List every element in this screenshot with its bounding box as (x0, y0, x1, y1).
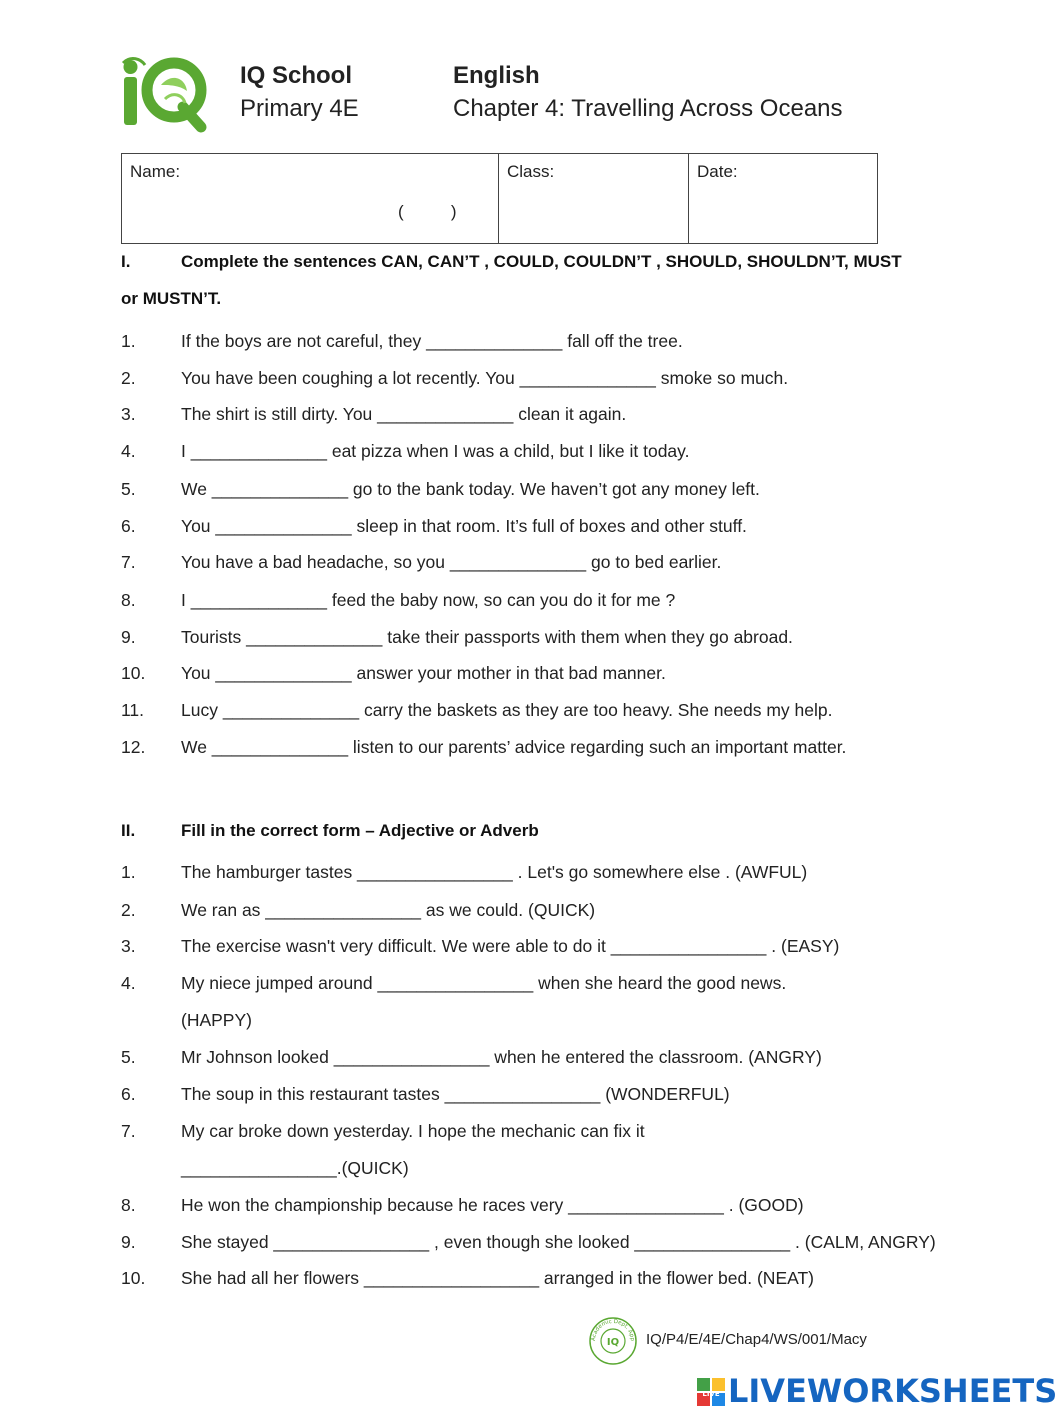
section2-question-number: 6. (121, 1084, 136, 1104)
section1-question-number: 1. (121, 331, 136, 351)
section1-instruction: Complete the sentences CAN, CAN’T , COULD, COULDN’T , SHOULD, SHOULDN’T, MUST (181, 252, 902, 271)
section1-question-number: 8. (121, 590, 136, 610)
section1-question-number: 11. (121, 700, 145, 720)
section1-question-number: 10. (121, 663, 146, 683)
section1-question-text[interactable]: We ______________ go to the bank today. We haven’t got any money left. (181, 479, 760, 499)
chapter-title: Chapter 4: Travelling Across Oceans (453, 95, 843, 122)
section2-question-text[interactable]: My car broke down yesterday. I hope the mechanic can fix it (181, 1121, 645, 1141)
section2-question-number: 3. (121, 936, 136, 956)
section2-question-number: 4. (121, 973, 136, 993)
section1-question-text[interactable]: Tourists ______________ take their passports with them when they go abroad. (181, 627, 793, 647)
school-name: IQ School (240, 62, 353, 89)
stamp-arc-text: Academic Dept. App (590, 1318, 636, 1342)
section2-question-number: 2. (121, 900, 136, 920)
section2-question-number: 7. (121, 1121, 136, 1141)
section2-question-number: 5. (121, 1047, 136, 1067)
section2-question-text-continued[interactable]: (HAPPY) (181, 1010, 252, 1030)
section2-question-number: 8. (121, 1195, 136, 1215)
register-number-parens: ( ) (398, 202, 457, 221)
section2-question-text[interactable]: The soup in this restaurant tastes ________________ (WONDERFUL) (181, 1084, 730, 1104)
date-label: Date: (697, 162, 738, 181)
section1-number: I. (121, 252, 131, 271)
section2-question-number: 1. (121, 862, 136, 882)
section2-question-text[interactable]: She stayed ________________ , even though she looked ________________ . (CALM, ANGRY) (181, 1232, 936, 1252)
name-label: Name: (130, 162, 181, 181)
iq-school-logo (121, 55, 207, 130)
section1-question-text[interactable]: Lucy ______________ carry the baskets as they are too heavy. She needs my help. (181, 700, 833, 720)
section2-question-text[interactable]: My niece jumped around ________________ when she heard the good news. (181, 973, 787, 993)
section1-question-number: 12. (121, 737, 146, 757)
section1-question-text[interactable]: If the boys are not careful, they ______________ fall off the tree. (181, 331, 683, 351)
section1-question-text[interactable]: I ______________ eat pizza when I was a child, but I like it today. (181, 441, 690, 461)
class-group: Primary 4E (240, 95, 359, 122)
section2-question-number: 9. (121, 1232, 136, 1252)
academic-approved-stamp (588, 1316, 638, 1366)
section2-instruction: Fill in the correct form – Adjective or Adverb (181, 821, 539, 840)
section2-question-text-continued[interactable]: ________________.(QUICK) (181, 1158, 409, 1178)
section1-question-text[interactable]: You have a bad headache, so you ______________ go to bed earlier. (181, 552, 722, 572)
section1-question-text[interactable]: You have been coughing a lot recently. You ______________ smoke so much. (181, 368, 789, 388)
section2-question-text[interactable]: She had all her flowers __________________ arranged in the flower bed. (NEAT) (181, 1268, 815, 1288)
stamp-logo-text: IQ (606, 1337, 620, 1348)
section1-question-text[interactable]: You ______________ sleep in that room. It’s full of boxes and other stuff. (181, 516, 747, 536)
liveworksheets-badge-icon (697, 1378, 725, 1406)
section1-question-text[interactable]: You ______________ answer your mother in that bad manner. (181, 663, 666, 683)
section1-instruction-cont: or MUSTN’T. (121, 289, 222, 308)
section2-number: II. (121, 821, 136, 840)
section1-question-number: 4. (121, 441, 136, 461)
date-cell[interactable] (689, 154, 878, 244)
student-info-box (121, 153, 878, 244)
section2-question-text[interactable]: Mr Johnson looked ________________ when he entered the classroom. (ANGRY) (181, 1047, 822, 1067)
liveworksheets-brand[interactable]: LIVEWORKSHEETS (728, 1372, 1057, 1410)
brand-badge-text: LIVE (702, 1390, 720, 1398)
section1-question-text[interactable]: The shirt is still dirty. You ______________ clean it again. (181, 404, 627, 424)
section1-question-number: 3. (121, 404, 136, 424)
section1-question-number: 9. (121, 627, 136, 647)
section1-question-text[interactable]: We ______________ listen to our parents’ advice regarding such an important matter. (181, 737, 847, 757)
section1-question-number: 5. (121, 479, 136, 499)
class-cell[interactable] (499, 154, 689, 244)
section2-question-text[interactable]: We ran as ________________ as we could. (QUICK) (181, 900, 596, 920)
section1-question-number: 6. (121, 516, 136, 536)
section2-question-text[interactable]: The hamburger tastes ________________ . Let's go somewhere else . (AWFUL) (181, 862, 808, 882)
worksheet-code: IQ/P4/E/4E/Chap4/WS/001/Macy (646, 1331, 867, 1348)
section2-question-text[interactable]: The exercise wasn't very difficult. We were able to do it ________________ . (EASY) (181, 936, 840, 956)
name-cell[interactable] (122, 154, 499, 244)
section1-question-number: 2. (121, 368, 136, 388)
subject-title: English (453, 62, 540, 89)
class-label: Class: (507, 162, 555, 181)
section2-question-number: 10. (121, 1268, 146, 1288)
section2-question-text[interactable]: He won the championship because he races very ________________ . (GOOD) (181, 1195, 804, 1215)
section1-question-number: 7. (121, 552, 136, 572)
section1-question-text[interactable]: I ______________ feed the baby now, so can you do it for me ? (181, 590, 676, 610)
